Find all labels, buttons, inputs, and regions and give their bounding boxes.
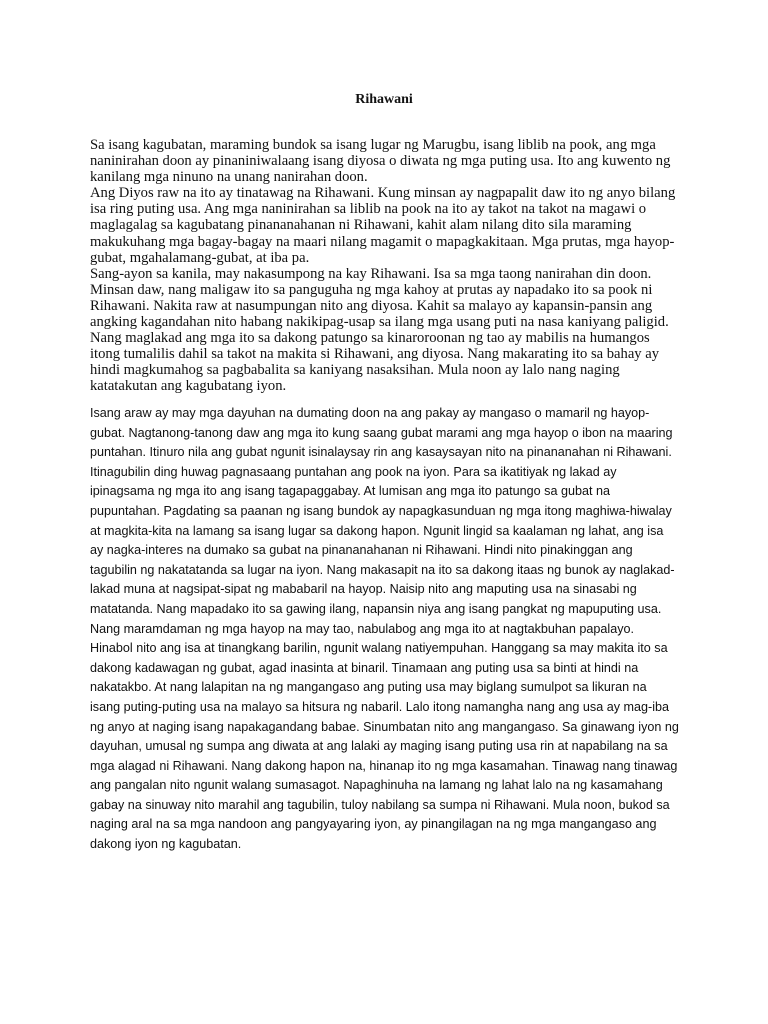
paragraph: Sang-ayon sa kanila, may nakasumpong na kay Rihawani. Isa sa mga taong nanirahan din doon. Minsan daw, nang maligaw ito sa panguguha ng mga kahoy at prutas ay napadako ito sa pook ni Rihawani. Nakita raw at nasumpungan nito ang diyosa. Kahit sa malayo ay kapansin-pansin ang angking kagandahan nito habang nakikipag-usap sa ilang mga usang puti na nasa kaniyang paligid. [90,265,669,331]
paragraph: Isang araw ay may mga dayuhan na dumating doon na ang pakay ay mangaso o mamaril ng hayop-gubat. Nagtanong-tanong daw ang mga ito kung saang gubat marami ang mga hayop o ibon na maaring puntahan. Itinuro nila ang gubat ngunit isinalaysay rin ang kasaysayan nito na pinananahan ni Rihawani. Itinagubilin ding huwag pagnasaang puntahan ang pook na iyon. Para sa ikatitiyak ng lakad ay ipinagsama ng mga ito ang isang tagapaggabay. At lumisan ang mga ito patungo sa gubat na pupuntahan. Pagdating sa paanan ng isang bundok ay napagkasunduan ng mga itong maghiwa-hiwalay at magkita-kita na lamang sa isang lugar sa dakong hapon. Ngunit lingid sa kaalaman ng lahat, ang isa ay nagka-interes na dumako sa gubat na pinananahanan ni Rihawani. Hindi nito pinakinggan ang tagubilin ng nakatatanda sa lugar na iyon. Nang makasapit na ito sa dakong itaas ng bunok ay naglakad-lakad muna at nagsipat-sipat ng mababaril na hayop. Naisip nito ang maputing usa na sinasabi ng matatanda. Nang mapadako ito sa gawing ilang, napansin niya ang isang pangkat ng mapuputing usa. Nang maramdaman ng mga hayop na may tao, nabulabog ang mga ito at nagtakbuhan papalayo. Hinabol nito ang isa at tinangkang barilin, ngunit walang natiyempuhan. Hanggang sa may makita ito sa dakong kadawagan ng gubat, agad inasinta at binaril. Tinamaan ang puting usa sa binti at hindi na nakatakbo. At nang lalapitan na ng mangangaso ang puting usa may biglang sumulpot sa likuran na isang puting-puting usa na malayo sa hitsura ng nabaril. Lalo itong namangha nang ang usa ay mag-iba ng anyo at naging isang napakagandang babae. Sinumbatan nito ang mangangaso. Sa ginawang iyon ng dayuhan, umusal ng sumpa ang diwata at ang lalaki ay maging isang puting usa rin at napabilang na sa mga alagad ni Rihawani. Nang dakong hapon na, hinanap ito ng mga kasamahan. Tinawag nang tinawag ang pangalan nito ngunit walang sumasagot. Napaghinuha na lamang ng lahat lalo na ng kasamahang gabay na sinuway nito marahil ang tagubilin, tuloy nabilang sa sumpa ni Rihawani. Mula noon, bukod sa naging aral na sa mga nandoon ang pangyayaring iyon, ay pinangilagan na ng mga mangangaso ang dakong iyon ng kagubatan. [90,406,679,852]
paragraph: Nang maglakad ang mga ito sa dakong patungo sa kinaroroonan ng tao ay mabilis na humangos itong tumalilis dahil sa takot na makita si Rihawani, ang diyosa. Nang makarating ito sa bahay ay hindi magkumahog sa pagbabalita sa kaniyang nasaksihan. Mula noon ay lalo nang naging katatakutan ang kagubatang iyon. [90,330,660,395]
sans-text-block [90,404,680,855]
document-title: Rihawani [355,92,413,107]
paragraph: Ang Diyos raw na ito ay tinatawag na Rihawani. Kung minsan ay nagpapalit daw ito ng anyo bilang isa ring puting usa. Ang mga naninirahan sa liblib na pook na ito ay takot na takot na magawi o maglagalag sa kagubatang pinananahanan ni Rihawani, kahit alam nilang dito sila maraming makukuhang mga bagay-bagay na maari nilang magamit o mapagkakitaan. Mga prutas, mga hayop-gubat, mgahalamang-gubat, at iba pa. [90,185,676,266]
paragraph: Sa isang kagubatan, maraming bundok sa isang lugar ng Marugbu, isang liblib na pook, ang mga naninirahan doon ay pinaniniwalaang isang diyosa o diwata ng mga puting usa. Ito ang kuwento ng kanilang mga ninuno na unang nanirahan doon. [90,137,671,186]
serif-text-block [90,137,680,395]
